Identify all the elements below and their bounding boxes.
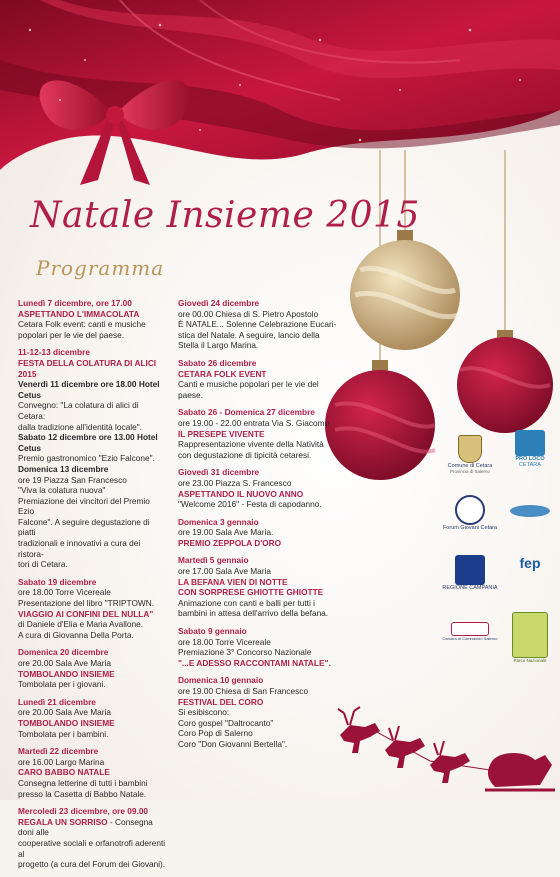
coat-of-arms-icon [458, 435, 482, 463]
logo-parco [510, 612, 550, 663]
event-line: Canti e musiche popolari per le vie del [178, 379, 319, 390]
event-line: bambini in attesa dell'arrivo della befana. [178, 608, 329, 619]
event-line: ore 19 Piazza San Francesco [18, 474, 127, 485]
event-line: "...E ADESSO RACCONTAMI NATALE". [178, 657, 331, 668]
event-line: ore 19.00 - 22.00 entrata Via S. Giacomo [178, 417, 330, 428]
event-line: presso la Casetta di Babbo Natale. [18, 788, 147, 799]
event-line: IL PRESEPE VIVENTE [178, 428, 265, 439]
event-date: Domenica 3 gennaio [178, 516, 259, 527]
event-line: Rappresentazione vivente della Natività [178, 439, 324, 450]
event-date: Sabato 26 - Domenica 27 dicembre [178, 407, 315, 418]
logo-label: REGIONE CAMPANIA [442, 585, 498, 591]
event-line: Si esibiscono: [178, 707, 230, 718]
event-line: Coro Pop di Salerno [178, 728, 253, 739]
event-block [18, 647, 168, 689]
compass-star-icon [455, 495, 485, 525]
event-line: Presentazione del libro "TRIPTOWN. [18, 598, 155, 609]
event-line: di Daniele d'Elia e Maria Avallone. [18, 619, 144, 630]
event-block [18, 697, 168, 739]
logo-forum-giovani [440, 495, 500, 531]
event-block [18, 577, 168, 641]
event-line: Premiazione dei vincitori del Premio Ezio [18, 495, 150, 517]
program-middle-column [178, 298, 348, 757]
event-block [18, 298, 168, 340]
event-line: "Viva la colatura nuova" [18, 485, 106, 496]
event-block [178, 407, 348, 460]
event-line: dalla tradizione all'identità locale". [18, 421, 142, 432]
event-block [178, 358, 348, 400]
event-date: Sabato 19 dicembre [18, 576, 97, 587]
event-line: Tombolata per i bambini. [18, 728, 109, 739]
event-date: Mercoledì 23 dicembre, ore 09.00 [18, 806, 149, 817]
event-date: Martedì 22 dicembre [18, 746, 99, 757]
event-line: Stella il Largo Marina. [178, 340, 259, 351]
event-date: Sabato 9 gennaio [178, 626, 247, 637]
event-line: FESTIVAL DEL CORO [178, 696, 264, 707]
event-line: ore 16.00 Largo Marina [18, 756, 105, 767]
logo-sublabel: Provincia di Salerno [449, 469, 491, 474]
event-date: Sabato 26 dicembre [178, 357, 257, 368]
event-heading: REGALA UN SORRISO [18, 816, 108, 827]
event-line: Tombolata per i giovani. [18, 679, 106, 690]
event-block [18, 746, 168, 799]
event-block [18, 347, 168, 569]
event-line: ore 00.00 Chiesa di S. Pietro Apostolo [178, 308, 319, 319]
logo-proloco [505, 430, 555, 468]
event-line: con degustazione di tipicità cetaresi. [178, 449, 312, 460]
event-line: Animazione con canti e balli per tutti i [178, 597, 315, 608]
logo-label: fep [519, 555, 541, 571]
logo-camera-commercio [440, 622, 500, 641]
event-date: Domenica 10 gennaio [178, 675, 264, 686]
logo-label: Camera di Commercio Salerno [442, 636, 498, 641]
event-line: Venerdì 11 dicembre ore 18.00 Hotel Cetus [18, 379, 160, 400]
camera-emblem-icon [451, 622, 489, 636]
event-block [178, 298, 348, 351]
event-line: Consegna letterine di tutti i bambini [18, 777, 148, 788]
event-line: progetto (a cura del Forum dei Giovani). [18, 859, 166, 870]
event-date: Lunedì 7 dicembre, ore 17.00 [18, 298, 132, 308]
event-line: Coro gospel "Daltrocanto" [178, 717, 274, 728]
logo-regione-campania [440, 555, 500, 591]
event-block [178, 555, 348, 619]
page-title: Natale Insieme 2015 [30, 195, 420, 236]
event-heading: FESTA DELLA COLATURA DI ALICI 2015 [18, 357, 157, 379]
event-line: Convegno: "La colatura di alici di Cetara: [18, 400, 139, 421]
event-line: tori di Cetara. [18, 559, 68, 570]
event-line: Coro "Don Giovanni Bertella". [178, 738, 288, 749]
event-line: PREMIO ZEPPOLA D'ORO [178, 537, 282, 548]
event-line: TOMBOLANDO INSIEME [18, 717, 115, 728]
event-line: ore 17.00 Sala Ave Maria [178, 566, 272, 577]
logo-label: Comune di Cetara [447, 463, 493, 469]
event-line: Sabato 12 dicembre ore 13.00 Hotel Cetus [18, 432, 158, 453]
event-line: A cura di Giovanna Della Porta. [18, 629, 134, 640]
event-line: CARO BABBO NATALE [18, 767, 110, 778]
event-line: ore 18.00 Torre Vicereale [18, 587, 111, 598]
event-block [178, 517, 348, 549]
event-line: ASPETTANDO IL NUOVO ANNO [178, 488, 304, 499]
event-line: VIAGGIO AI CONFINI DEL NULLA" [18, 608, 154, 619]
event-line: stica del Natale. A seguire, lancio della [178, 329, 320, 340]
logo-label: PRO LOCO [515, 456, 545, 462]
page-subtitle: Programma [36, 256, 165, 280]
logo-comune-cetara [440, 435, 500, 474]
logo-fep [505, 555, 555, 571]
program-left-column [18, 298, 168, 877]
event-line: tradizionali e innovativi a cura dei ristora- [18, 538, 141, 559]
event-line: Premiazione 3° Concorso Nazionale [178, 647, 312, 658]
event-block [178, 467, 348, 509]
event-line: cooperative sociali e orfanotrofi aderenti al [18, 837, 166, 859]
event-date: Domenica 20 dicembre [18, 647, 109, 658]
event-date: Giovedì 31 dicembre [178, 467, 260, 478]
event-line: ore 20.00 Sala Ave Maria [18, 658, 112, 668]
event-line: ore 19.00 Chiesa di San Francesco [178, 686, 309, 696]
proloco-emblem-icon [515, 430, 545, 456]
event-date: Martedì 5 gennaio [178, 555, 249, 566]
reindeer-sleigh-decoration [330, 695, 560, 800]
logo-sublabel: CETARA [519, 462, 541, 468]
event-line: LA BEFANA VIEN DI NOTTE [178, 576, 288, 587]
event-date: Lunedì 21 dicembre [18, 696, 96, 707]
event-line: popolari per le vie del paese. [18, 329, 125, 340]
event-line: ore 23.00 Piazza S. Francesco [178, 477, 292, 488]
logo-label: Forum Giovani Cetara [442, 525, 498, 531]
event-line: "Welcome 2016" - Festa di capodanno. [178, 499, 322, 510]
event-line: ore 20.00 Sala Ave Maria [18, 707, 112, 718]
event-line: È NATALE... Solenne Celebrazione Eucari- [178, 319, 337, 330]
event-line: Premio gastronomico "Ezio Falcone". [18, 453, 155, 464]
fish-icon [510, 505, 550, 517]
event-line: ore 19.00 Sala Ave Maria. [178, 527, 274, 538]
event-date: 11-12-13 dicembre [18, 347, 90, 358]
parco-emblem-icon [512, 612, 548, 658]
event-line: Domenica 13 dicembre [18, 463, 109, 474]
event-line: Cetara Folk event: canti e musiche [18, 319, 146, 330]
event-line: ore 18.00 Torre Vicereale [178, 636, 271, 647]
logo-label: Parco Nazionale [513, 658, 547, 663]
event-line: paese. [178, 389, 203, 400]
event-line: TOMBOLANDO INSIEME [18, 668, 115, 679]
regione-emblem-icon [455, 555, 485, 585]
event-heading: ASPETTANDO L'IMMACOLATA [18, 308, 140, 319]
event-block [178, 675, 348, 749]
event-line: CETARA FOLK EVENT [178, 368, 267, 379]
logo-fish [505, 505, 555, 517]
event-date: Giovedì 24 dicembre [178, 298, 260, 308]
event-line: - Consegna doni alle [18, 816, 153, 838]
event-line: CON SORPRESE GHIOTTE GHIOTTE [178, 587, 324, 598]
event-block [178, 626, 348, 668]
event-block [18, 806, 168, 870]
event-line: Falcone". A seguire degustazione di piatti [18, 516, 150, 538]
